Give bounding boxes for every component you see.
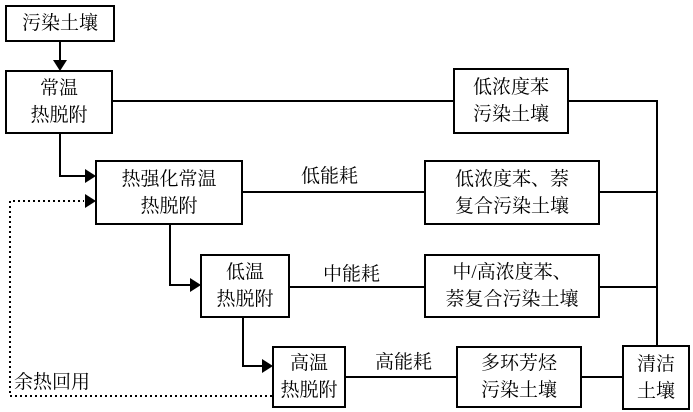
node-low-benzene-naphthalene-soil (424, 160, 600, 225)
node-label: 污染土壤 (472, 104, 549, 125)
edge-label-high-energy: 高能耗 (375, 352, 433, 373)
node-enhanced-ambient-thermal-desorption (95, 160, 243, 225)
node-contaminated-soil (5, 5, 115, 42)
node-label: 常温 (39, 78, 78, 99)
edge-label-waste-heat-reuse: 余热回用 (14, 372, 91, 393)
edge-ambient-to-enhanced (60, 134, 85, 176)
node-label: 中/高浓度苯、 (452, 262, 572, 283)
node-clean-soil (622, 345, 690, 410)
node-label: 低浓度苯、萘 (454, 168, 569, 190)
edge-label-medium-energy: 中能耗 (323, 264, 381, 285)
node-label: 热脱附 (140, 195, 198, 217)
node-label: 高温 (289, 353, 328, 374)
node-label: 复合污染土壤 (454, 195, 569, 217)
edge-lowtemp-to-hightemp (243, 318, 262, 366)
node-label: 萘复合污染土壤 (445, 289, 579, 310)
node-low-temp-thermal-desorption (200, 254, 290, 318)
node-label: 清洁 (636, 353, 675, 375)
node-label: 污染土壤 (21, 13, 98, 34)
edge-enhanced-to-lowtemp (170, 225, 190, 285)
node-label: 多环芳烃 (480, 353, 557, 374)
node-label: 低温 (225, 262, 264, 283)
node-pah-contaminated-soil (456, 346, 582, 408)
node-ambient-thermal-desorption (5, 70, 113, 134)
node-label: 热脱附 (280, 380, 338, 401)
node-high-temp-thermal-desorption (272, 346, 346, 408)
node-label: 热脱附 (216, 289, 274, 310)
node-label: 热脱附 (30, 105, 88, 126)
node-label: 土壤 (636, 380, 675, 402)
node-label: 热强化常温 (121, 168, 217, 190)
node-low-benzene-soil (453, 68, 569, 134)
node-label: 低浓度苯 (472, 77, 549, 98)
node-mid-high-benzene-naphthalene-soil (424, 254, 600, 318)
edge-label-low-energy: 低能耗 (301, 166, 359, 187)
node-label: 污染土壤 (480, 380, 557, 401)
